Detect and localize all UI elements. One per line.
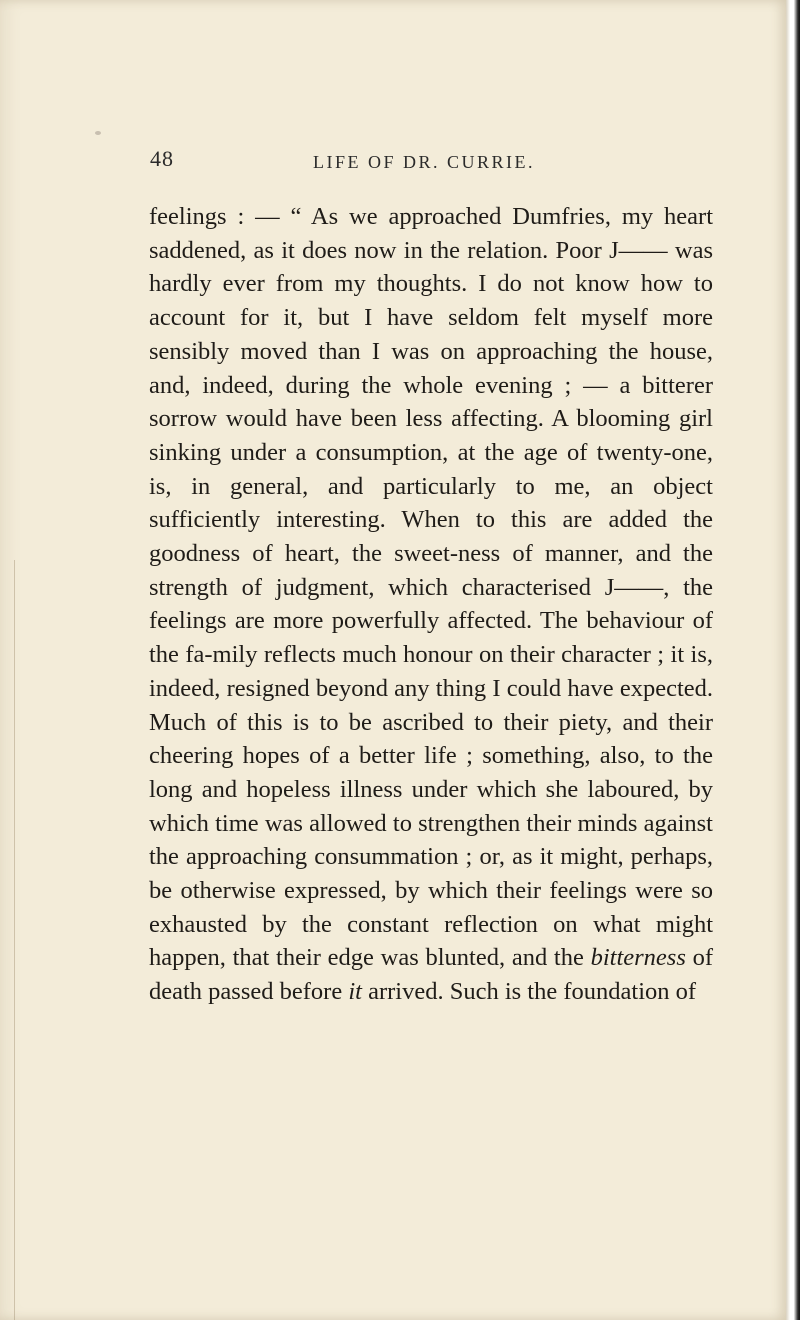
running-head: LIFE OF DR. CURRIE. xyxy=(313,152,536,172)
body-italic-bitterness: bitterness xyxy=(590,944,686,972)
page-number: 48 xyxy=(150,146,174,171)
gutter-line xyxy=(14,560,15,1320)
body-paragraph xyxy=(149,200,713,1009)
ink-spot xyxy=(95,131,101,135)
page-edge xyxy=(786,0,800,1320)
body-italic-it: it xyxy=(348,978,362,1006)
body-text-part-1: feelings : — “ As we approached Dumfries, my heart saddened, as it does now in the relation. Poor J—— was hardly ever from my thoughts. I do not know how to account for it, but I have seldom felt myself more sensibly moved than I was on approaching the house, and, indeed, during the whole evening ; — a bitterer sorrow would have been less affecting. A blooming girl sinking under a consumption, at the age of twenty-one, is, in general, and particularly to me, an object sufficiently interesting. When to this are added the goodness of heart, the sweet-ness of manner, and the strength of judgment, which characterised J——, the feelings are more powerfully affected. The behaviour of the fa-mily reflects much honour on their character ; it is, indeed, resigned beyond any thing I could have expected. Much of this is to be ascribed to their piety, and their cheering hopes of a better life ; something, also, to the long and hopeless illness under which she laboured, by which time was allowed to strengthen their minds against the approaching consummation ; or, as it might, perhaps, be otherwise expressed, by which their feelings were so exhausted by the constant reflection on what might happen, that their edge was blunted, and the xyxy=(149,203,713,972)
page-header xyxy=(0,146,786,186)
body-text-part-2: of death passed before xyxy=(149,944,714,1006)
body-text-part-3: arrived. Such is the foundation of xyxy=(368,978,697,1006)
